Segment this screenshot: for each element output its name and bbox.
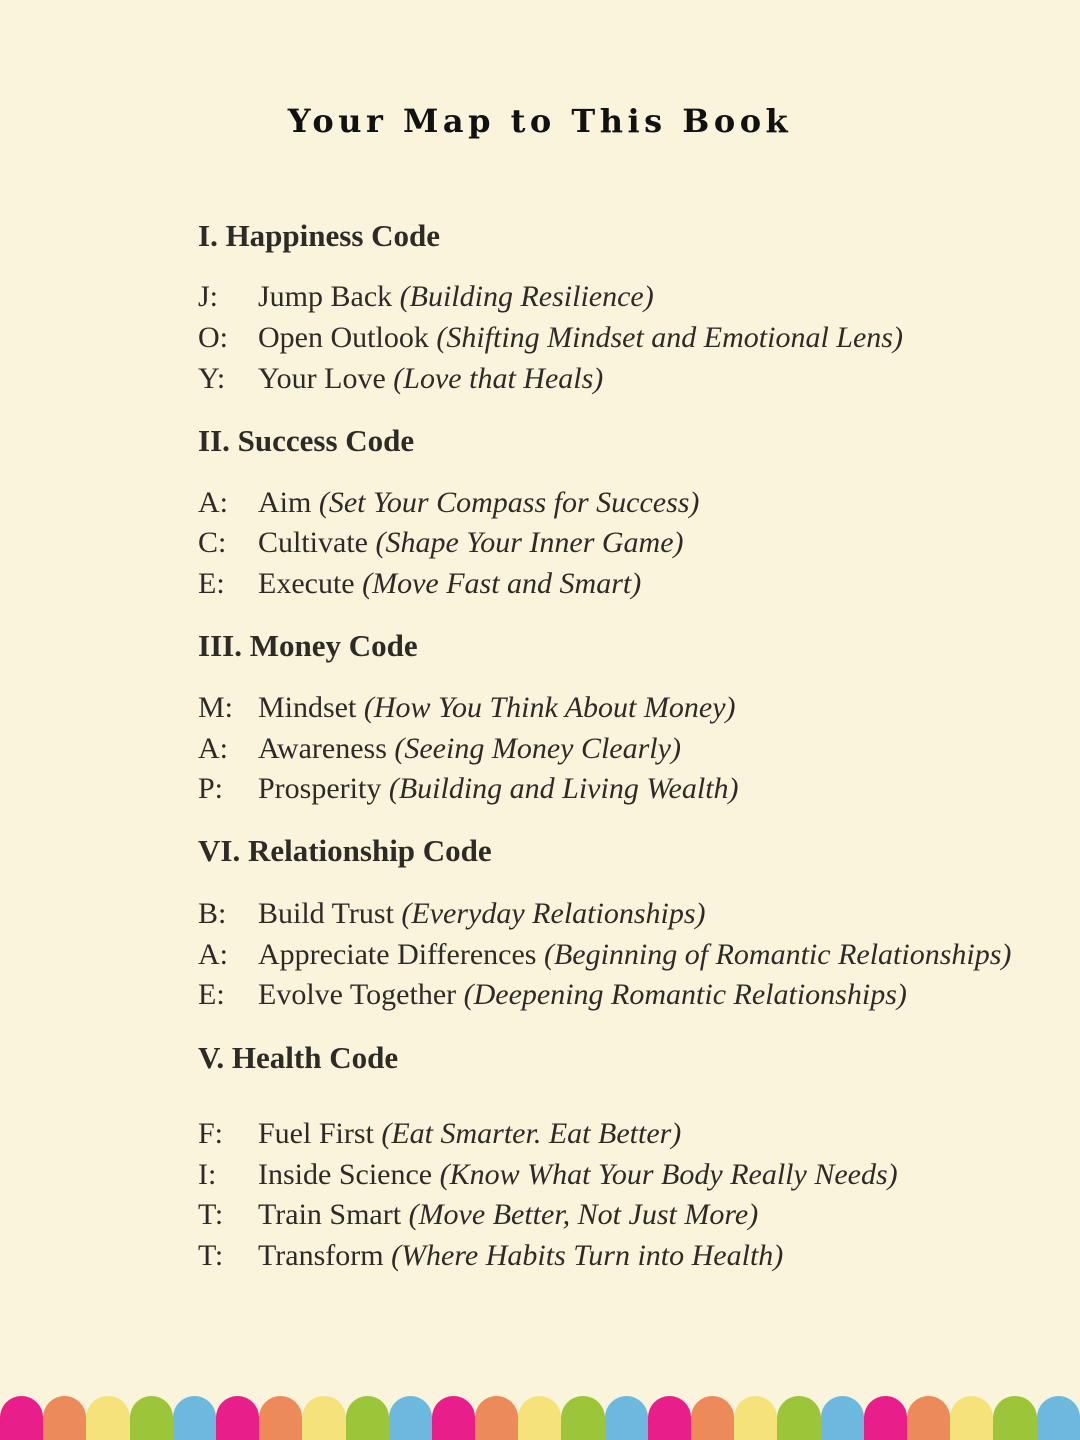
item-letter: E: bbox=[198, 567, 225, 600]
item-label: Evolve Together bbox=[258, 978, 457, 1011]
item-label: Inside Science bbox=[258, 1158, 433, 1191]
item-label: Mindset bbox=[258, 691, 357, 724]
item-subtitle: (Shifting Mindset and Emotional Lens) bbox=[436, 321, 903, 354]
item-subtitle: (Where Habits Turn into Health) bbox=[391, 1239, 784, 1272]
item-letter: A: bbox=[198, 938, 228, 971]
stripe-tab bbox=[432, 1396, 475, 1440]
item-letter: Y: bbox=[198, 362, 226, 395]
stripe-tab bbox=[86, 1396, 129, 1440]
stripe-tab bbox=[302, 1396, 345, 1440]
item-subtitle: (Seeing Money Clearly) bbox=[394, 732, 681, 765]
item-letter: I: bbox=[198, 1158, 217, 1191]
item-subtitle: (Shape Your Inner Game) bbox=[375, 526, 684, 559]
item-subtitle: (Love that Heals) bbox=[393, 362, 604, 395]
item-letter: C: bbox=[198, 526, 227, 559]
stripe-tab bbox=[777, 1396, 820, 1440]
item-letter: A: bbox=[198, 486, 228, 519]
stripe-tab bbox=[518, 1396, 561, 1440]
item-subtitle: (Move Fast and Smart) bbox=[362, 567, 642, 600]
item-label: Transform bbox=[258, 1239, 384, 1272]
stripe-tab bbox=[216, 1396, 259, 1440]
stripe-tab bbox=[734, 1396, 777, 1440]
item-subtitle: (Beginning of Romantic Relationships) bbox=[543, 938, 1012, 971]
section-heading-relationship: VI. Relationship Code bbox=[198, 833, 492, 868]
stripe-tab bbox=[173, 1396, 216, 1440]
section-heading-happiness: I. Happiness Code bbox=[198, 218, 441, 253]
item-letter: E: bbox=[198, 978, 225, 1011]
item-label: Cultivate bbox=[258, 526, 368, 559]
item-letter: M: bbox=[198, 691, 234, 724]
item-letter: B: bbox=[198, 897, 227, 930]
stripe-tab bbox=[864, 1396, 907, 1440]
item-letter: T: bbox=[198, 1198, 224, 1231]
stripe-tab bbox=[993, 1396, 1036, 1440]
decorative-color-stripe bbox=[0, 1396, 1080, 1440]
item-label: Prosperity bbox=[258, 772, 382, 805]
stripe-tab bbox=[950, 1396, 993, 1440]
item-label: Fuel First bbox=[258, 1117, 374, 1150]
section-heading-health: V. Health Code bbox=[198, 1040, 399, 1075]
stripe-tab bbox=[43, 1396, 86, 1440]
stripe-tab bbox=[821, 1396, 864, 1440]
item-subtitle: (Know What Your Body Really Needs) bbox=[439, 1158, 898, 1191]
stripe-tab bbox=[0, 1396, 43, 1440]
section-heading-money: III. Money Code bbox=[198, 628, 418, 663]
item-letter: J: bbox=[198, 280, 219, 313]
item-subtitle: (How You Think About Money) bbox=[363, 691, 736, 724]
item-subtitle: (Deepening Romantic Relationships) bbox=[463, 978, 907, 1011]
item-label: Build Trust bbox=[258, 897, 394, 930]
item-label: Awareness bbox=[258, 732, 387, 765]
item-letter: O: bbox=[198, 321, 228, 354]
item-subtitle: (Everyday Relationships) bbox=[401, 897, 706, 930]
item-label: Execute bbox=[258, 567, 355, 600]
page-title: Your Map to This Book bbox=[287, 102, 793, 140]
stripe-tab bbox=[691, 1396, 734, 1440]
stripe-tab bbox=[346, 1396, 389, 1440]
stripe-tab bbox=[1037, 1396, 1080, 1440]
stripe-tab bbox=[130, 1396, 173, 1440]
item-subtitle: (Move Better, Not Just More) bbox=[408, 1198, 759, 1231]
item-letter: F: bbox=[198, 1117, 224, 1150]
item-letter: P: bbox=[198, 772, 224, 805]
stripe-tab bbox=[648, 1396, 691, 1440]
item-label: Aim bbox=[258, 486, 312, 519]
stripe-tab bbox=[389, 1396, 432, 1440]
item-label: Open Outlook bbox=[258, 321, 429, 354]
stripe-tab bbox=[259, 1396, 302, 1440]
stripe-tab bbox=[561, 1396, 604, 1440]
item-label: Your Love bbox=[258, 362, 386, 395]
section-heading-success: II. Success Code bbox=[198, 423, 415, 458]
item-label: Appreciate Differences bbox=[258, 938, 537, 971]
item-subtitle: (Set Your Compass for Success) bbox=[318, 486, 700, 519]
item-letter: A: bbox=[198, 732, 228, 765]
item-letter: T: bbox=[198, 1239, 224, 1272]
stripe-tab bbox=[475, 1396, 518, 1440]
item-subtitle: (Building Resilience) bbox=[399, 280, 654, 313]
item-label: Jump Back bbox=[258, 280, 393, 313]
item-label: Train Smart bbox=[258, 1198, 402, 1231]
stripe-tab bbox=[907, 1396, 950, 1440]
item-subtitle: (Building and Living Wealth) bbox=[388, 772, 739, 805]
stripe-tab bbox=[605, 1396, 648, 1440]
item-subtitle: (Eat Smarter. Eat Better) bbox=[381, 1117, 682, 1150]
